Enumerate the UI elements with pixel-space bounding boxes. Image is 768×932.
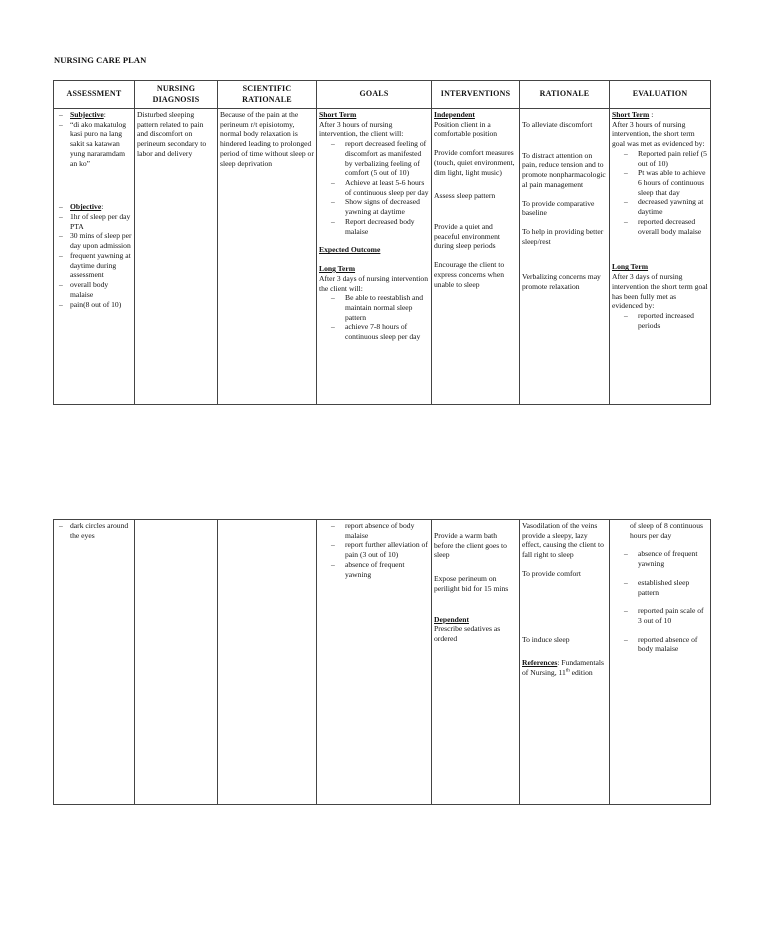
goal-item: – Show signs of decreased yawning at daytime (345, 197, 429, 216)
goals-cell-continued (317, 520, 432, 805)
objective-item: – pain(8 out of 10) (70, 300, 132, 310)
references-end: edition (571, 668, 593, 678)
header-rationale: RATIONALE (520, 81, 610, 109)
objective-item: – frequent yawning at daytime during assessment (70, 251, 132, 280)
expected-outcome-label: Expected Outcome (319, 245, 381, 255)
objective-item: – 30 mins of sleep per day upon admission (70, 231, 132, 250)
rationale-cell-continued: Vasodilation of the veins provide a sleepy, lazy effect, causing the client to fall right to sleep To provide comfort To induce sleep References: Fundamentals of Nursing, 11th edition (520, 520, 610, 805)
goals-cell (317, 109, 432, 405)
intervention-item: Provide comfort measures (touch, quiet environment, dim light, light music) (434, 148, 515, 177)
intervention-item: Prescribe sedatives as ordered (434, 624, 501, 644)
intervention-item: Provide a warm bath before the client goes to sleep (434, 531, 507, 560)
interventions-cell-continued (432, 520, 520, 805)
rationale-item: To provide comfort (522, 568, 581, 578)
eval-short-term-label: Short Term (612, 110, 650, 119)
assessment-cell: – Subjective: – “di ako makatulog kasi puro na lang sakit sa katawan yung nararamdam an ko” – Objective: – 1hr of sleep per day PTA – 30 mins of sleep per day upon admission – frequent yawning at daytime during assessment – overall body malaise – pain(8 out of 10) (54, 109, 135, 405)
intervention-item: Assess sleep pattern (434, 191, 496, 201)
header-interventions: INTERVENTIONS (432, 81, 520, 109)
eval-long-term-label: Long Term (612, 262, 649, 272)
rationale-item: Verbalizing concerns may promote relaxation (522, 272, 601, 292)
long-term-label: Long Term (319, 264, 356, 274)
references-text: Fundamentals of Nursing, 11 (522, 658, 604, 678)
document-title: NURSING CARE PLAN (54, 55, 147, 65)
goal-item: – achieve 7-8 hours of continuous sleep per day (345, 322, 429, 341)
care-plan-table (53, 80, 711, 405)
objective-item: – dark circles around the eyes (70, 521, 132, 540)
intervention-item: Provide a quiet and peaceful environment during sleep periods (434, 222, 500, 251)
intervention-item: Expose perineum on perilight bid for 15 mins (434, 574, 509, 593)
header-goals: GOALS (317, 81, 432, 109)
goal-item: – Be able to reestablish and maintain normal sleep pattern (345, 293, 429, 322)
objective-item: – 1hr of sleep per day PTA (70, 212, 132, 231)
plan-row-continued (54, 520, 711, 805)
header-row (54, 81, 711, 109)
goal-item: – report absence of body malaise (345, 521, 429, 540)
eval-long-term-intro: After 3 days of nursing intervention the short term goal has been fully met as evidenced by: (612, 272, 708, 311)
evaluation-item: – reported decreased overall body malaise (638, 217, 708, 236)
header-nursing-diagnosis: NURSING DIAGNOSIS (135, 81, 218, 109)
interventions-cell (432, 109, 520, 405)
header-scientific-rationale: SCIENTIFIC RATIONALE (218, 81, 317, 109)
evaluation-item: – Pt was able to achieve 6 hours of continuous sleep that day (638, 168, 708, 197)
goal-item: – Achieve at least 5-6 hours of continuous sleep per day (345, 178, 429, 197)
evaluation-item-continued: of sleep of 8 continuous hours per day (630, 521, 703, 540)
assessment-cell-continued (54, 520, 135, 805)
rationale-item: To provide comparative baseline (522, 198, 595, 218)
sci-rationale-text: Because of the pain at the perineum r/t episiotomy, normal body relaxation is hindered leading to prolonged period of time without sleep or sleep deprivation (220, 110, 314, 168)
plan-row (54, 109, 711, 405)
rationale-item: To induce sleep (522, 634, 570, 644)
evaluation-item: – reported increased periods (638, 311, 708, 330)
evaluation-item: – reported absence of body malaise (638, 635, 708, 654)
header-evaluation: EVALUATION (610, 81, 711, 109)
intervention-item: Encourage the client to express concerns when unable to sleep (434, 260, 505, 289)
subjective-quote: – “di ako makatulog kasi puro na lang sakit sa katawan yung nararamdam an ko” (70, 120, 132, 169)
sci-rationale-cell-continued (218, 520, 317, 805)
references-label: References (522, 658, 558, 668)
evaluation-item: – absence of frequent yawning (638, 549, 708, 568)
dependent-label: Dependent (434, 614, 470, 624)
diagnosis-cell (135, 109, 218, 405)
eval-short-term-intro: After 3 hours of nursing intervention, the short term goal was met as evidenced by: (612, 119, 705, 149)
references-sup: th (565, 668, 570, 674)
sci-rationale-cell (218, 109, 317, 405)
evaluation-item: – decreased yawning at daytime (638, 197, 708, 216)
evaluation-item: – Reported pain relief (5 out of 10) (638, 149, 708, 168)
care-plan-table-continued (53, 519, 711, 805)
rationale-item: To alleviate discomfort (522, 120, 593, 129)
long-term-intro: After 3 days of nursing intervention the client will: (319, 273, 429, 293)
goal-item: – absence of frequent yawning (345, 560, 429, 579)
rationale-cell (520, 109, 610, 405)
diagnosis-cell-continued (135, 520, 218, 805)
diagnosis-text: Disturbed sleeping pattern related to pain and discomfort on perineum secondary to labor and delivery (137, 110, 207, 158)
objective-label: Objective (70, 202, 102, 212)
short-term-label: Short Term (319, 110, 357, 119)
independent-label: Independent (434, 110, 475, 119)
header-assessment: ASSESSMENT (54, 81, 135, 109)
intervention-item: Position client in a comfortable position (434, 119, 498, 139)
subjective-label: Subjective (70, 110, 104, 119)
goal-item: – Report decreased body malaise (345, 217, 429, 236)
short-term-intro: After 3 hours of nursing intervention, the client will: (319, 119, 404, 139)
evaluation-item: – established sleep pattern (638, 578, 708, 597)
goal-item: – report decreased feeling of discomfort as manifested by verbalizing feeling of comfort (5 out of 10) (345, 139, 429, 178)
rationale-item: To help in providing better sleep/rest (522, 227, 604, 246)
evaluation-cell-continued (610, 520, 711, 805)
rationale-item: To distract attention on pain, reduce tension and to promote nonpharmacologic al pain management (522, 150, 606, 189)
rationale-item: Vasodilation of the veins provide a sleepy, lazy effect, causing the client to fall right to sleep (522, 521, 604, 560)
evaluation-cell: Short Term : After 3 hours of nursing intervention, the short term goal was met as evidenced by: – Reported pain relief (5 out of 10) – Pt was able to achieve 6 hours of continuous sleep that day – decreased yawning at daytime – reported decreased overall body malaise Long Term After 3 days of nursing intervention the short term goal has been fully met as evidenced by: – reported increased periods (610, 109, 711, 405)
objective-item: – overall body malaise (70, 280, 132, 299)
goal-item: – report further alleviation of pain (3 out of 10) (345, 540, 429, 559)
evaluation-item: – reported pain scale of 3 out of 10 (638, 606, 708, 625)
